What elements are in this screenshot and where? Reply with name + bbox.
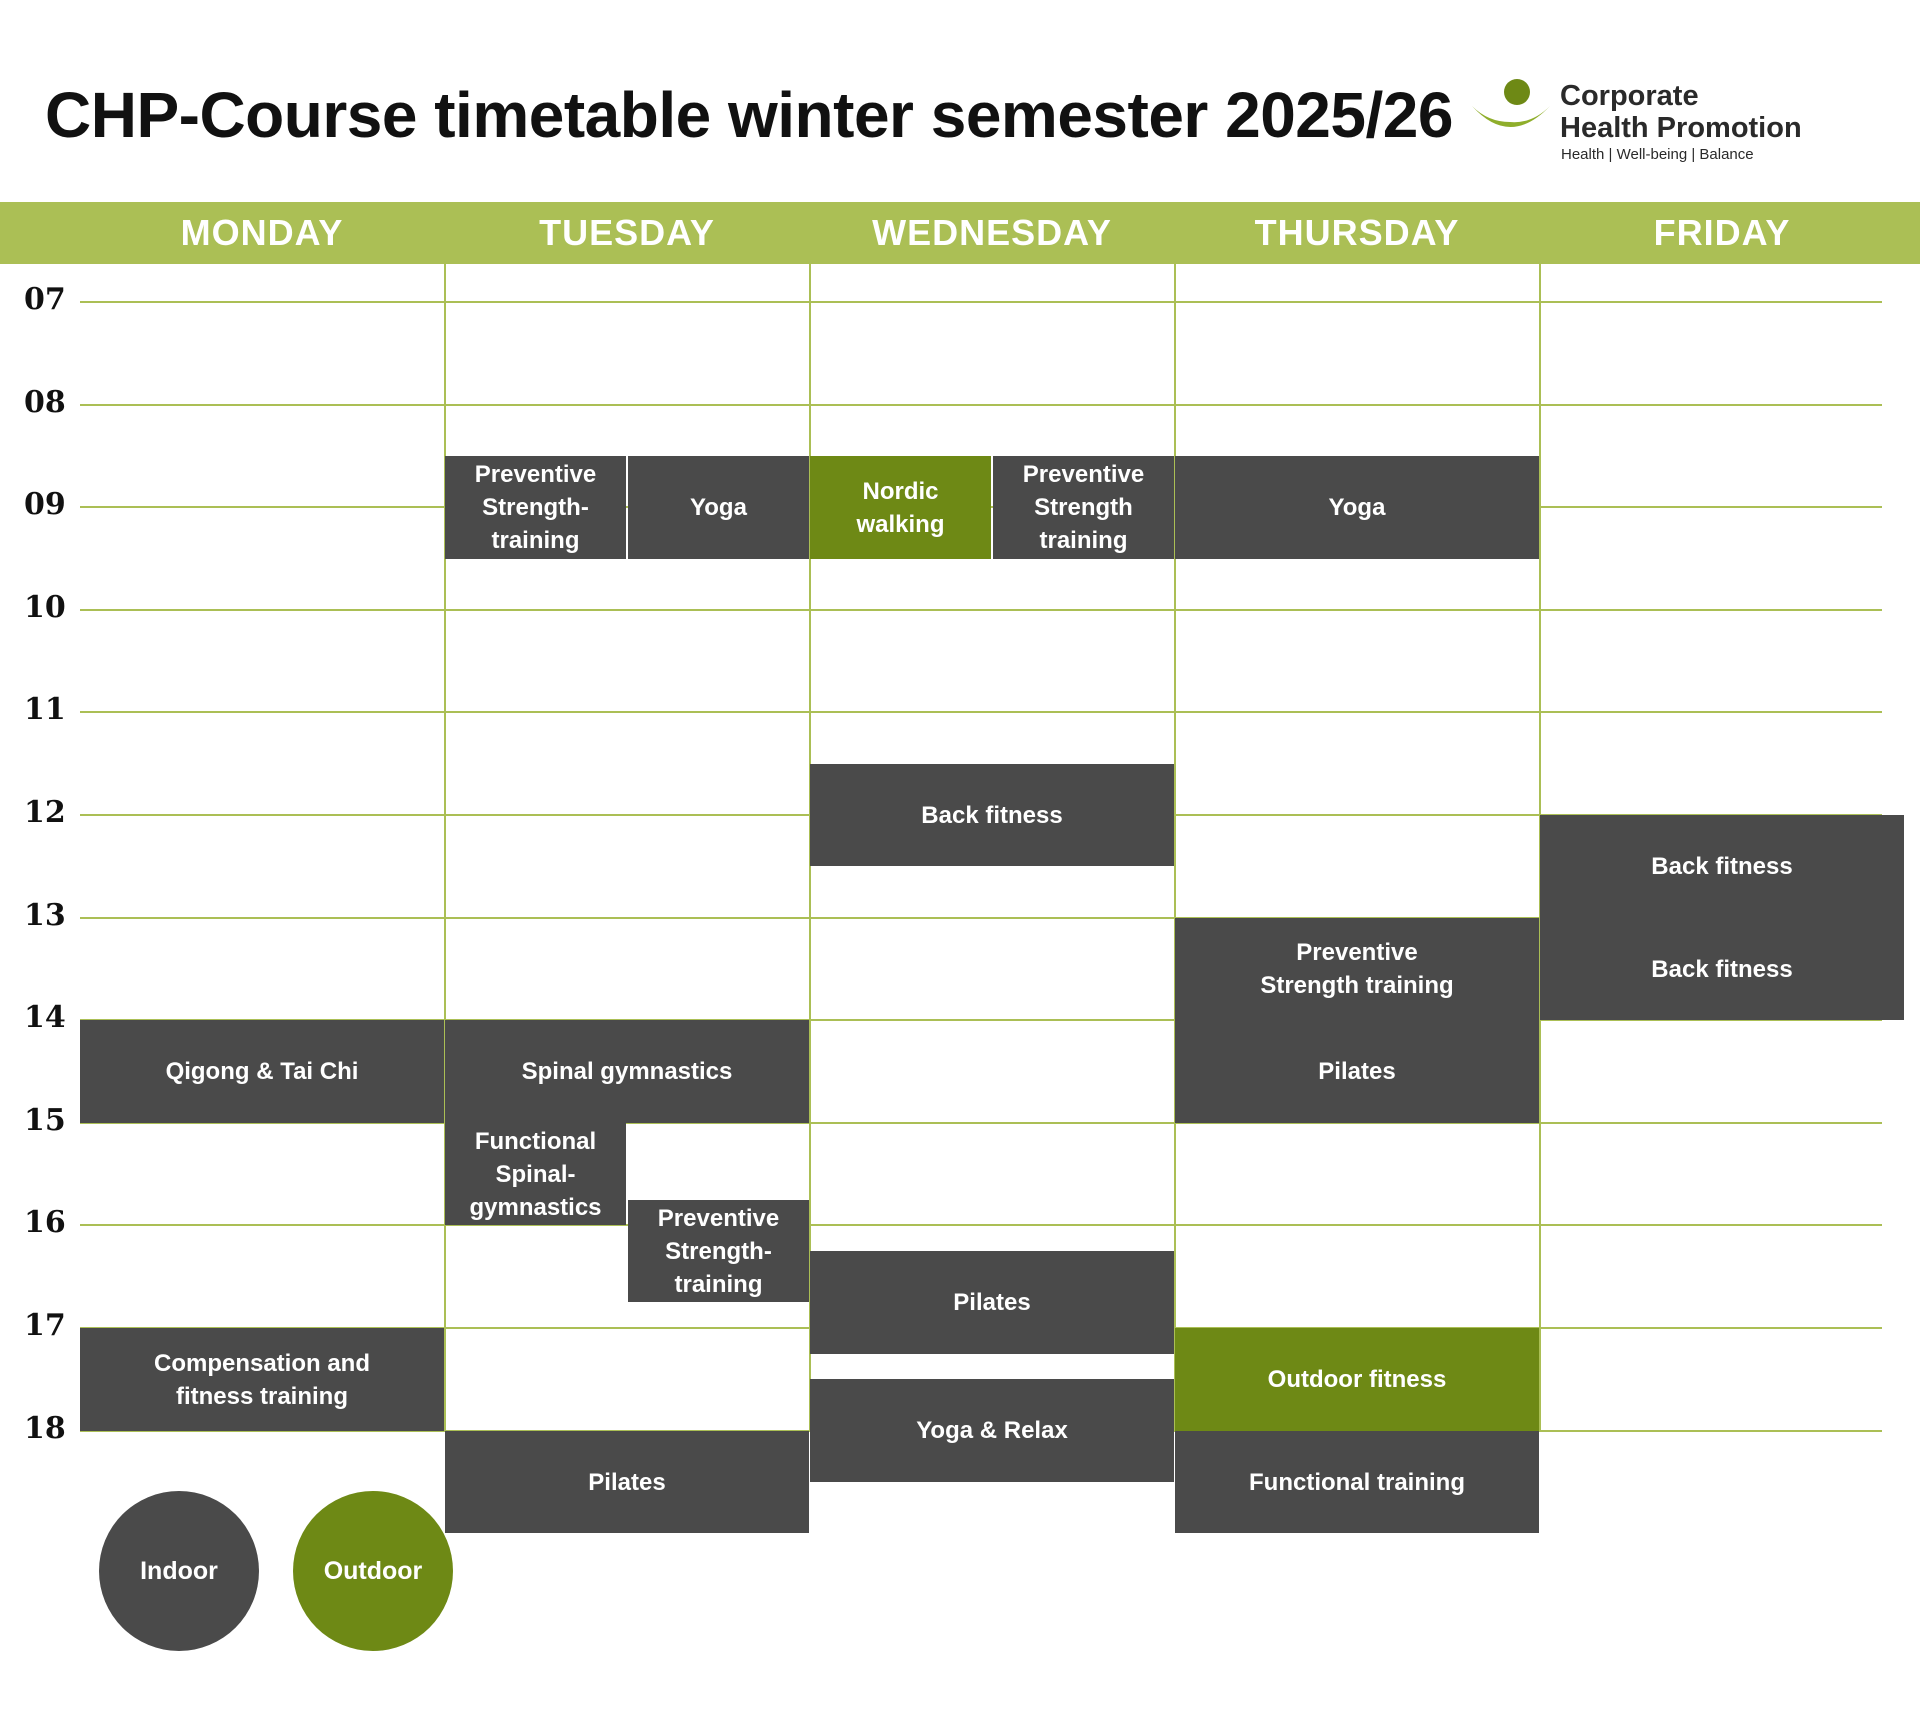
course-block-indoor	[80, 1020, 444, 1123]
logo-name	[1560, 80, 1802, 144]
course-label: Qigong & Tai Chi	[165, 1058, 359, 1085]
hour-label: 11	[24, 692, 66, 727]
course-label: Compensation and fitness training	[153, 1349, 370, 1410]
course-block-indoor	[1175, 1431, 1539, 1533]
course-block-indoor	[445, 1020, 809, 1123]
course-block-indoor	[445, 456, 626, 559]
course-label: Outdoor fitness	[1267, 1366, 1447, 1393]
logo-name-line1: Corporate	[1560, 80, 1699, 112]
course-block-indoor	[1175, 1020, 1539, 1123]
course-block-indoor	[993, 456, 1174, 559]
course-block-indoor	[1175, 456, 1539, 559]
course-label: Back fitness	[921, 801, 1063, 829]
hour-gridline	[80, 711, 1882, 713]
course-block-indoor	[1540, 815, 1904, 918]
hour-gridline	[80, 1224, 1882, 1226]
course-block-indoor	[1175, 918, 1539, 1020]
day-header-wednesday: WEDNESDAY	[872, 212, 1112, 253]
course-block-indoor	[628, 1200, 809, 1302]
logo-tagline: Health | Well-being | Balance	[1561, 146, 1754, 163]
course-label: Nordic walking	[856, 477, 945, 538]
logo-name-line2: Health Promotion	[1560, 112, 1802, 144]
course-block-outdoor	[810, 456, 991, 559]
chp-logo-icon	[1470, 76, 1556, 146]
course-label: Pilates	[588, 1468, 666, 1496]
course-block-indoor	[810, 1379, 1174, 1482]
hour-label: 15	[24, 1103, 66, 1138]
course-label: Yoga & Relax	[916, 1417, 1068, 1444]
day-header-tuesday: TUESDAY	[539, 212, 715, 253]
course-label: Pilates	[953, 1289, 1031, 1316]
course-label: Spinal gymnastics	[521, 1058, 733, 1085]
course-block-outdoor	[1175, 1328, 1539, 1431]
course-label: Yoga	[690, 494, 747, 521]
hour-label: 17	[24, 1308, 66, 1343]
hour-label: 14	[24, 1000, 66, 1035]
legend-indoor	[99, 1491, 259, 1651]
course-label: Functional training	[1249, 1468, 1465, 1496]
course-label: Preventive Strength- training	[657, 1204, 780, 1298]
course-block-indoor	[628, 456, 809, 559]
course-label: Functional Spinal- gymnastics	[469, 1127, 602, 1221]
hour-label: 16	[24, 1205, 66, 1240]
day-header-bar	[0, 202, 1920, 264]
hour-gridline	[80, 301, 1882, 303]
course-label: Preventive Strength training	[1260, 939, 1454, 999]
day-header-monday: MONDAY	[180, 212, 344, 253]
page-title: CHP-Course timetable winter semester 2025/26	[45, 79, 1453, 151]
hour-label: 08	[24, 385, 66, 420]
hour-label: 07	[24, 282, 66, 317]
hour-gridline	[80, 609, 1882, 611]
hour-gridline	[80, 404, 1882, 406]
course-block-indoor	[445, 1431, 809, 1533]
course-block-indoor	[1540, 918, 1904, 1020]
course-label: Back fitness	[1651, 853, 1793, 880]
hour-label: 10	[24, 590, 66, 625]
hour-label: 18	[24, 1411, 66, 1446]
course-label: Back fitness	[1651, 955, 1793, 983]
hour-label: 12	[24, 795, 66, 830]
legend-outdoor	[293, 1491, 453, 1651]
course-block-indoor	[445, 1123, 626, 1225]
course-label: Preventive Strength- training	[474, 461, 597, 554]
course-label: Pilates	[1318, 1058, 1396, 1085]
course-label: Yoga	[1328, 494, 1386, 521]
course-block-indoor	[810, 764, 1174, 866]
day-column-divider	[1174, 264, 1176, 1431]
course-block-indoor	[80, 1328, 444, 1431]
day-header-thursday: THURSDAY	[1254, 212, 1460, 253]
day-header-friday: FRIDAY	[1653, 212, 1791, 253]
hour-label: 13	[24, 898, 66, 933]
course-block-indoor	[810, 1251, 1174, 1354]
legend-outdoor-label: Outdoor	[323, 1556, 423, 1585]
legend-indoor-label: Indoor	[140, 1556, 218, 1585]
day-column-divider	[444, 264, 446, 1431]
chp-logo	[1470, 76, 1830, 166]
course-label: Preventive Strength training	[1022, 461, 1145, 554]
hour-label: 09	[24, 487, 66, 522]
